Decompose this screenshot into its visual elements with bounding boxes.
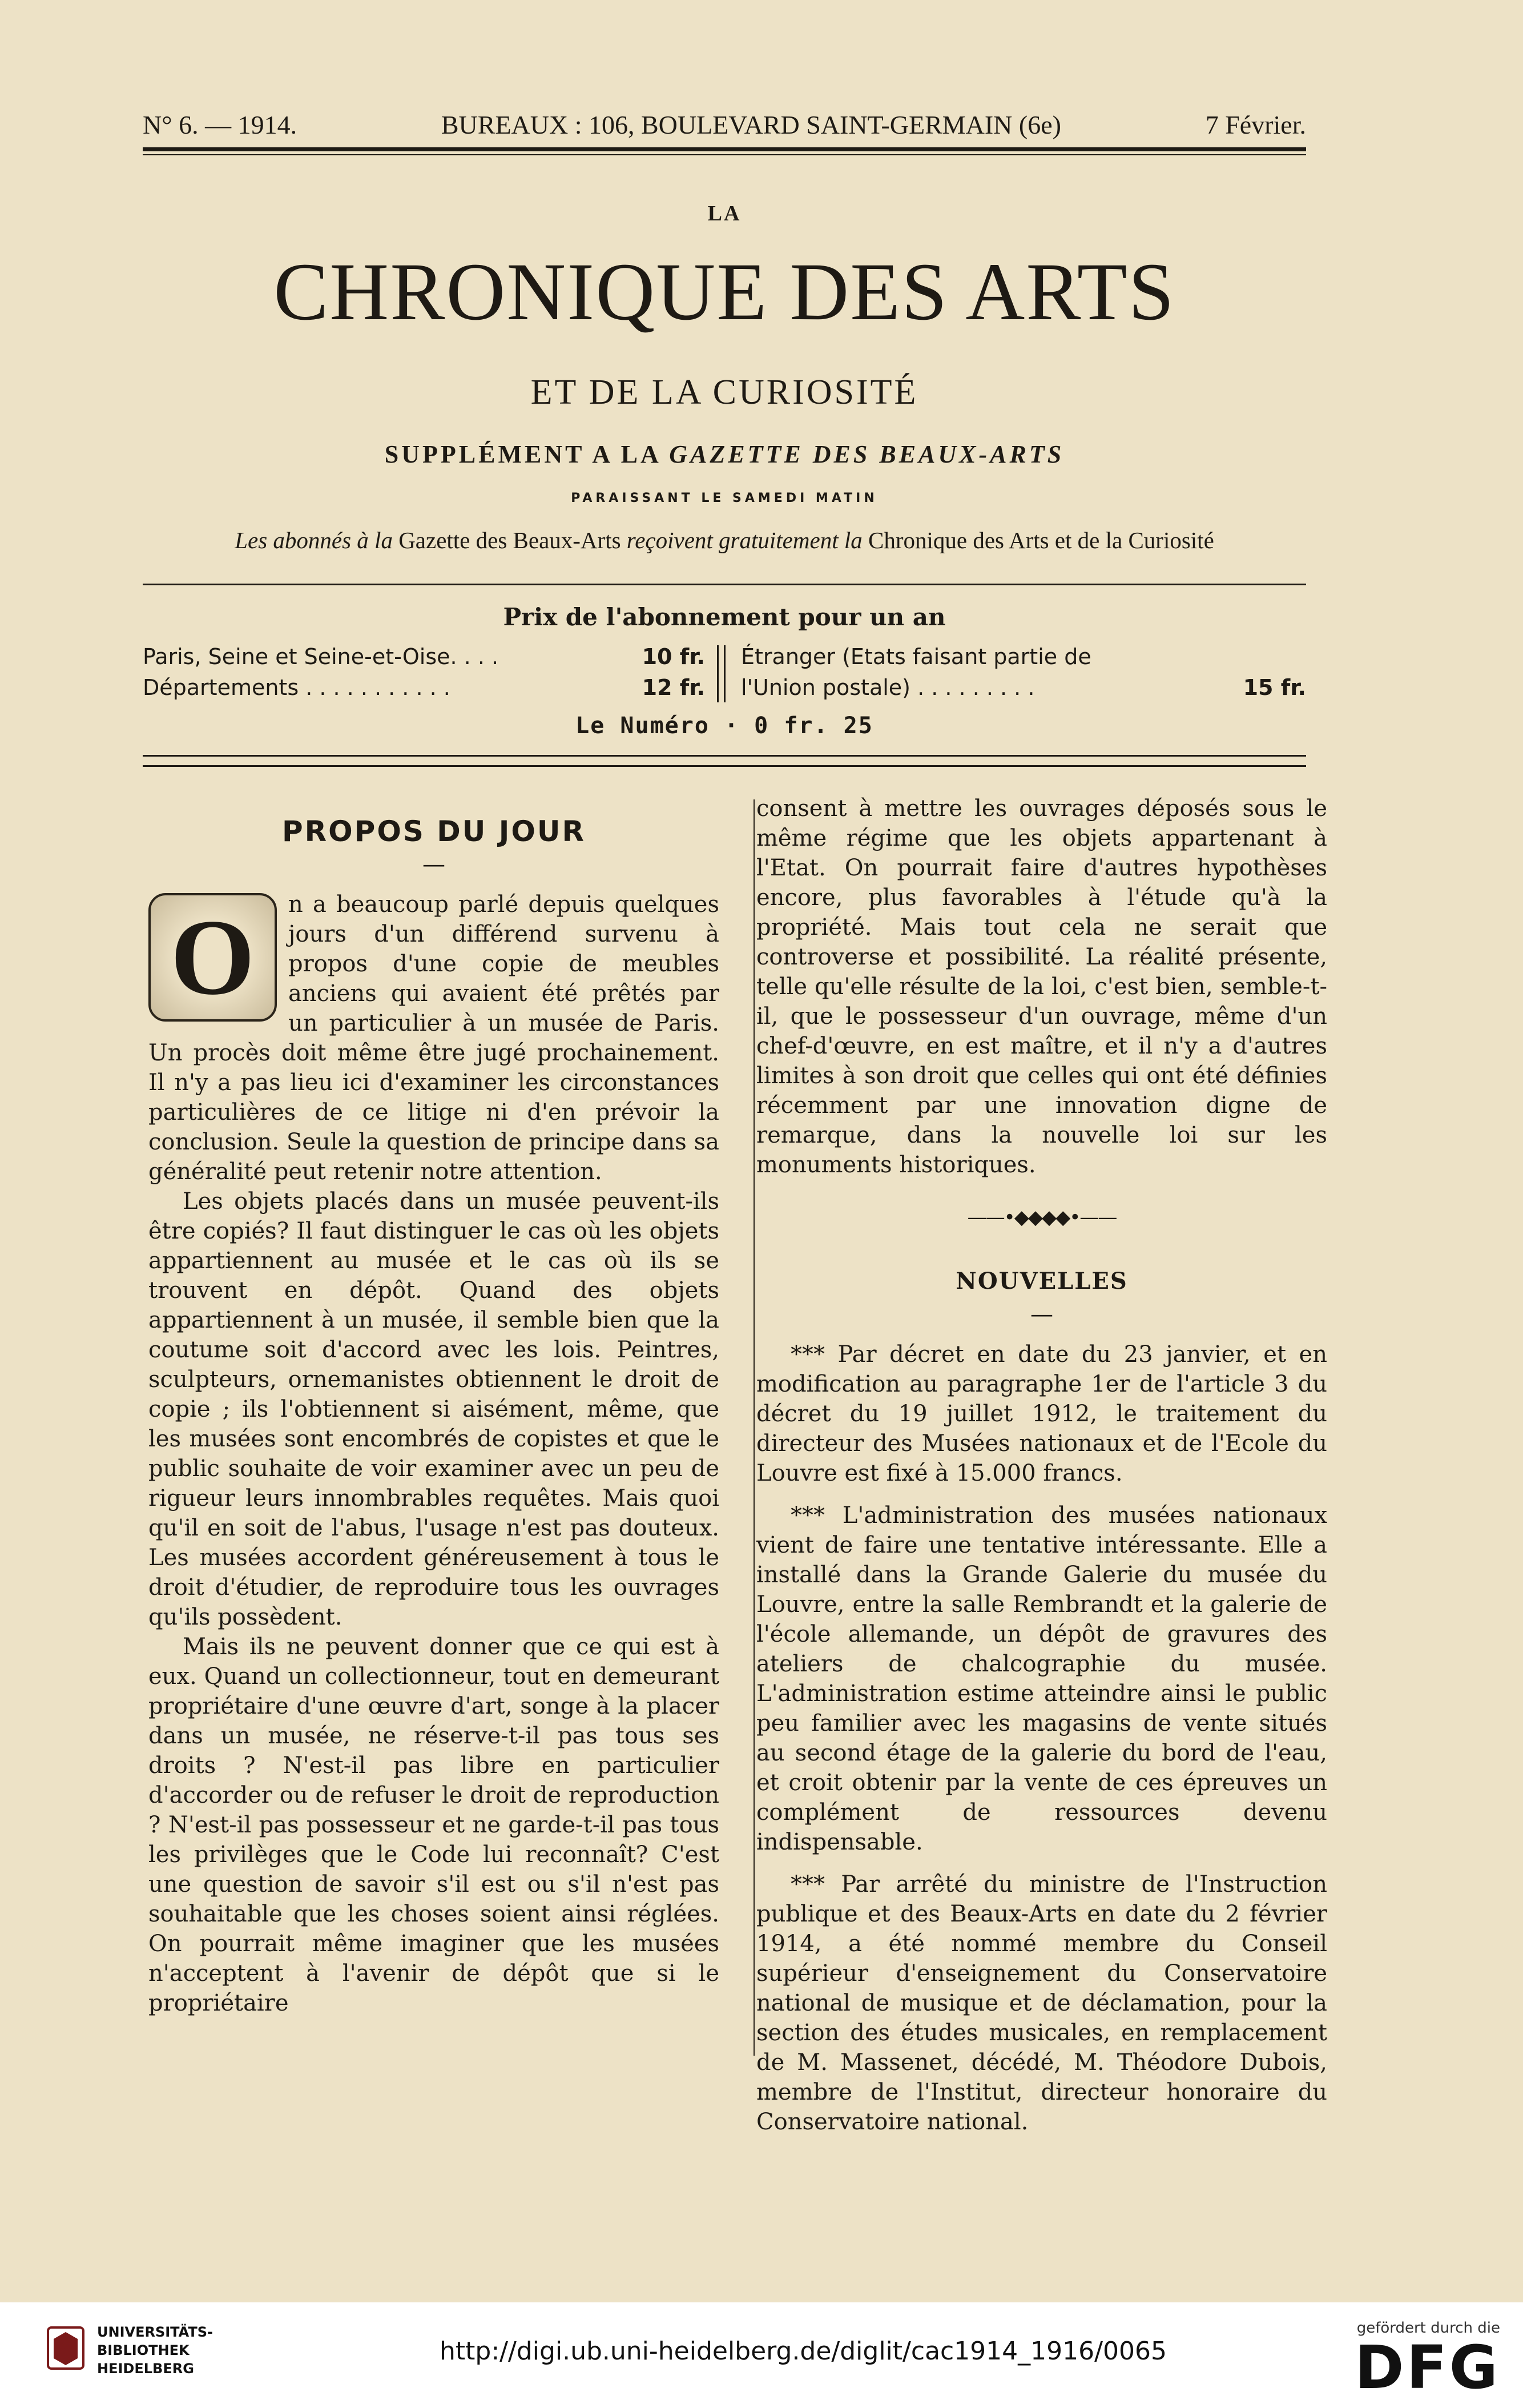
university-seal-icon <box>46 2325 86 2371</box>
section-rule-1 <box>143 755 1306 757</box>
left-column <box>148 794 719 2018</box>
article-continuation: consent à mettre les ouvrages déposés sous le même régime que les objets appartenant à l'Etat. On pourrait faire d'autres hypothèses encore, plus favorables à l'étude qu'à la propriété. Mais tout cela ne serait que controverse et possibilité. La réalité présente, telle qu'elle résulte de la loi, c'est bien, semble-t-il, que le possesseur d'un ouvrage, même d'un chef-d'œuvre, en est maître, et il n'y a d'autres limites à son droit que celles qui ont été définies récemment par une innovation digne de remarque, dans la nouvelle loi sur les monuments historiques. <box>756 795 1327 1178</box>
bureau-address: BUREAUX : 106, BOULEVARD SAINT-GERMAIN (6e) <box>441 110 1061 139</box>
header-rule-thick <box>143 147 1306 151</box>
ornament-divider: ——•◆◆◆◆•—— <box>967 1206 1117 1229</box>
article-paragraph-3: Mais ils ne peuvent donner que ce qui est à eux. Quand un collectionneur, tout en demeurant propriétaire d'une œuvre d'art, songe à la placer dans un musée, ne réserve-t-il pas tous ses droits ? N'est-il pas libre en particulier d'accorder ou de refuser le droit de reproduction ? N'est-il pas possesseur et ne garde-t-il pas tous les privilèges que le Code lui reconnaît? C'est une question de savoir s'il est ou s'il n'est pas souhaitable que les choses soient ainsi réglées. On pourrait même imaginer que les musées n'acceptent à l'avenir de dépôt que si le propriétaire <box>148 1634 719 2016</box>
price-separator-2 <box>724 645 726 702</box>
supplement-name: GAZETTE DES BEAUX-ARTS <box>669 440 1065 468</box>
institution-name: UNIVERSITÄTS- BIBLIOTHEK HEIDELBERG <box>97 2324 213 2377</box>
masthead-subtitle: ET DE LA CURIOSITÉ <box>530 373 918 412</box>
footer-bar <box>0 2302 1523 2408</box>
nouvelles-dash: — <box>1030 1301 1053 1328</box>
supplement-line <box>143 440 1306 469</box>
masthead-title: CHRONIQUE DES ARTS <box>273 247 1175 337</box>
paraissant-line: PARAISSANT LE SAMEDI MATIN <box>571 491 878 505</box>
header-rule-thin <box>143 154 1306 155</box>
section-rule-2 <box>143 765 1306 767</box>
masthead-divider <box>143 584 1306 585</box>
price-row-etranger-1: Étranger (Etats faisant partie de <box>741 644 1091 669</box>
news-item-2: *** L'administration des musées nationaux vient de faire une tentative intéressante. Elle a installé dans la Grande Galerie du musée du Louvre, entre la salle Rembrandt et la galerie de l'école allemande, un dépôt de gravures des ateliers de chalcographie du musée. L'administration estime atteindre ainsi le public peu familier avec les magasins de vente situés au second étage de la galerie du bord de l'eau, et croit obtenir par la vente de ces épreuves un complément de ressources devenu indispensable. <box>756 1502 1327 1855</box>
issue-number: N° 6. — 1914. <box>143 110 297 139</box>
masthead-la: LA <box>707 202 742 226</box>
price-row-etranger-2: l'Union postale) . . . . . . . . . 15 fr. <box>741 675 1306 700</box>
issue-date: 7 Février. <box>1205 110 1306 139</box>
price-row-paris: Paris, Seine et Seine-et-Oise. . . . 10 fr. <box>143 644 705 669</box>
propos-title: PROPOS DU JOUR <box>282 815 586 848</box>
abonnes-line: Les abonnés à la Gazette des Beaux-Arts reçoivent gratuitement la Chronique des Arts et de la Curiosité <box>235 527 1214 553</box>
right-column <box>756 794 1327 2149</box>
dfg-logo: DFG <box>1355 2333 1500 2402</box>
funded-by-caption: gefördert durch die <box>1356 2319 1500 2337</box>
supplement-prefix: SUPPLÉMENT A LA <box>384 440 670 468</box>
nouvelles-title: NOUVELLES <box>956 1268 1128 1295</box>
header-line <box>143 110 1306 140</box>
article-paragraph-1: n a beaucoup parlé depuis quelques jours d'un différend survenu à propos d'une copie de meubles anciens qui avaient été prêtés par un particulier à un musée de Paris. Un procès doit même être jugé prochainement. Il n'y a pas lieu ici d'examiner les circonstances particulières de ce litige ni d'en prévoir la conclusion. Seule la question de principe dans sa généralité peut retenir notre attention. <box>148 891 719 1185</box>
single-issue-price: Le Numéro · 0 fr. 25 <box>575 713 873 739</box>
news-item-3: *** Par arrêté du ministre de l'Instruction publique et des Beaux-Arts en date du 2 février 1914, a été nommé membre du Conseil supérieur d'enseignement du Conservatoire national de musique et de déclamation, pour la section des études musicales, en remplacement de M. Massenet, décédé, M. Théodore Dubois, membre de l'Institut, directeur honoraire du Conservatoire national. <box>756 1871 1327 2135</box>
subscription-title: Prix de l'abonnement pour un an <box>503 603 946 631</box>
price-separator <box>717 645 719 702</box>
column-separator <box>754 799 755 2056</box>
ornate-dropcap: O <box>148 893 277 1022</box>
article-paragraph-2: Les objets placés dans un musée peuvent-ils être copiés? Il faut distinguer le cas où les objets appartiennent au musée et le cas où ils se trouvent en dépôt. Quand des objets appartiennent à un musée, il semble bien que la coutume soit d'accord avec les lois. Peintres, sculpteurs, ornemanistes obtiennent le droit de copie ; ils l'obtiennent si aisément, même, que les musées sont encombrés de copistes et que le public souhaite de voir examiner avec un peu de rigueur leurs innombrables requêtes. Mais quoi qu'il en soit de l'abus, l'usage n'est pas douteux. Les musées accordent généreusement à tous le droit d'étudier, de reproduire tous les ouvrages qu'ils possèdent. <box>148 1188 719 1630</box>
propos-dash: — <box>422 851 445 878</box>
news-item-1: *** Par décret en date du 23 janvier, et en modification au paragraphe 1er de l'article 3 du décret du 19 juillet 1912, le traitement du directeur des Musées nationaux et de l'Ecole du Louvre est fixé à 15.000 francs. <box>756 1341 1327 1486</box>
source-url[interactable]: http://digi.ub.uni-heidelberg.de/diglit/cac1914_1916/0065 <box>440 2337 1167 2366</box>
price-row-departements: Départements . . . . . . . . . . . 12 fr. <box>143 675 705 700</box>
